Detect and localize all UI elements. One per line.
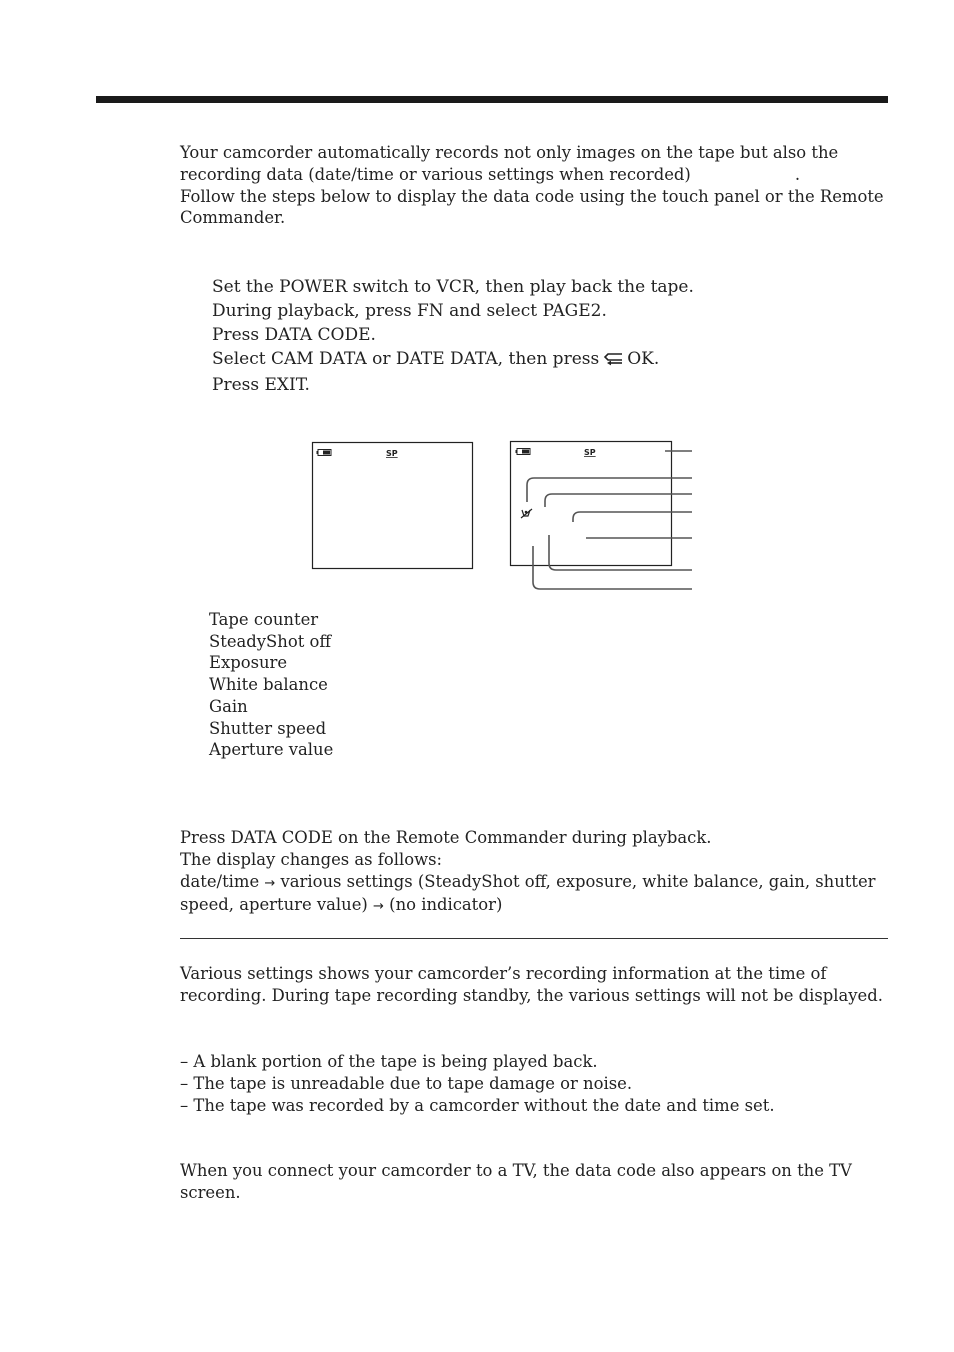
section-divider bbox=[180, 938, 888, 939]
remote-line: The display changes as follows: bbox=[180, 849, 443, 869]
legend-item: Exposure bbox=[209, 653, 288, 673]
callout-steadyshot bbox=[527, 478, 692, 502]
legend-item: Tape counter bbox=[209, 610, 319, 629]
arrow-icon: → bbox=[264, 875, 276, 891]
callout-white-balance bbox=[573, 512, 692, 522]
step-2: During playback, press FN and select PAGE2. bbox=[212, 301, 607, 321]
legend-item: Gain bbox=[209, 696, 248, 716]
callout-shutter bbox=[549, 535, 692, 570]
tape-mode-label: SP bbox=[584, 448, 596, 457]
screen-cam-data bbox=[511, 442, 672, 566]
diagram-legend bbox=[209, 609, 333, 761]
remote-line: Press DATA CODE on the Remote Commander during playback. bbox=[180, 828, 712, 847]
tv-paragraph: When you connect your camcorder to a TV, the data code also appears on the TV screen. bbox=[180, 1161, 852, 1202]
battery-icon bbox=[516, 449, 531, 455]
step-3: Press DATA CODE. bbox=[212, 325, 376, 345]
legend-item: SteadyShot off bbox=[209, 631, 332, 651]
various-settings-paragraph: Various settings shows your camcorder’s recording information at the time of recording. During tape recording standby, the various settings will not be displayed. bbox=[180, 964, 883, 1005]
tape-mode-label: SP bbox=[386, 449, 398, 458]
steadyshot-off-icon bbox=[521, 509, 532, 518]
header-rule bbox=[96, 96, 888, 103]
battery-icon bbox=[317, 450, 332, 456]
screen-date-data bbox=[313, 443, 473, 569]
steps-list bbox=[212, 275, 694, 397]
remote-line: date/time → various settings (SteadyShot off, exposure, white balance, gain, shutter bbox=[180, 871, 876, 891]
data-code-diagram bbox=[300, 436, 720, 606]
callout-exposure bbox=[545, 494, 692, 507]
note-item: – The tape was recorded by a camcorder without the date and time set. bbox=[180, 1095, 775, 1115]
intro-paragraph bbox=[180, 142, 884, 229]
note-item: – A blank portion of the tape is being played back. bbox=[180, 1052, 598, 1071]
notes-list bbox=[180, 1051, 870, 1116]
step-4: Select CAM DATA or DATE DATA, then press OK. bbox=[212, 347, 694, 373]
return-arrow-icon bbox=[603, 349, 625, 373]
callout-lines bbox=[527, 451, 692, 589]
step-5: Press EXIT. bbox=[212, 375, 310, 395]
intro-line: Commander. bbox=[180, 208, 286, 228]
intro-line: recording data (date/time or various settings when recorded) . bbox=[180, 164, 801, 184]
legend-item: White balance bbox=[209, 675, 328, 695]
callout-aperture bbox=[533, 546, 692, 589]
intro-trailing-period: . bbox=[794, 164, 801, 184]
intro-line: Your camcorder automatically records not only images on the tape but also the bbox=[180, 143, 839, 162]
step-1: Set the POWER switch to VCR, then play back the tape. bbox=[212, 277, 694, 297]
arrow-icon: → bbox=[373, 899, 384, 915]
intro-line: Follow the steps below to display the data code using the touch panel or the Remote bbox=[180, 186, 884, 206]
note-item: – The tape is unreadable due to tape damage or noise. bbox=[180, 1073, 633, 1093]
legend-item: Shutter speed bbox=[209, 718, 327, 738]
legend-item: Aperture value bbox=[209, 740, 334, 760]
remote-line: speed, aperture value) → (no indicator) bbox=[180, 895, 503, 915]
remote-paragraph bbox=[180, 827, 876, 918]
